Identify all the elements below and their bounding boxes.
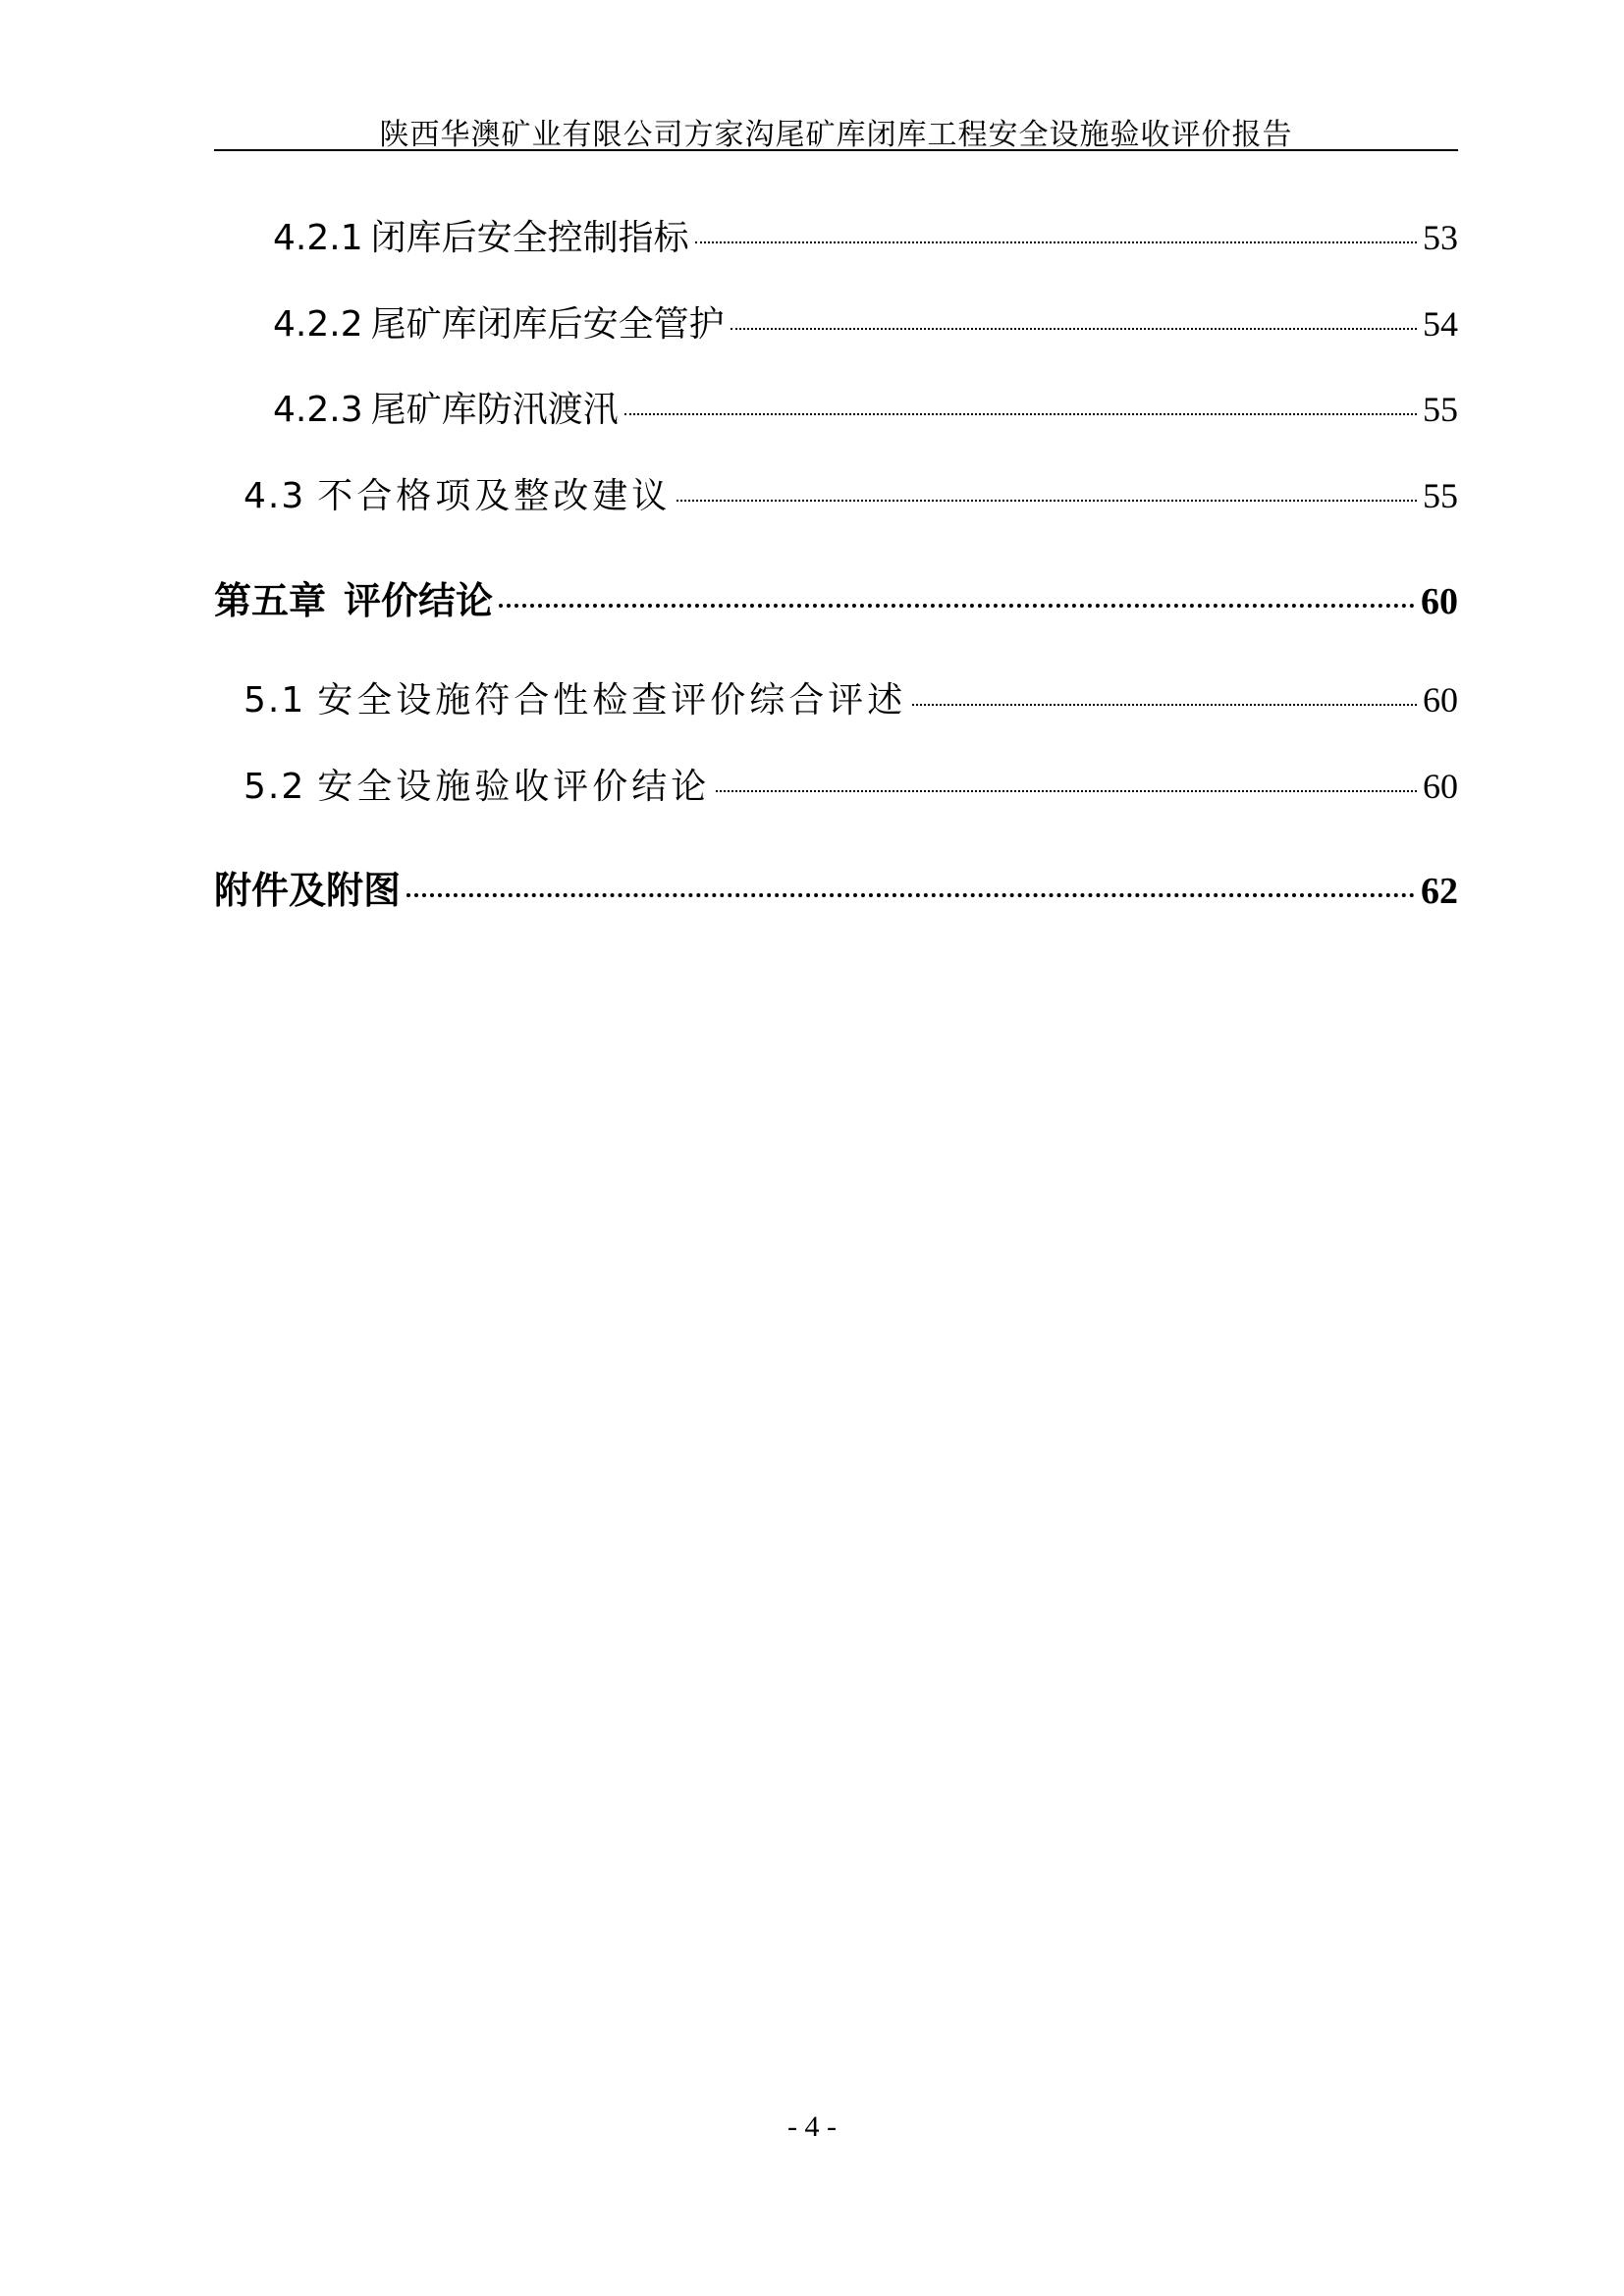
- toc-dot-leader: [716, 790, 1417, 792]
- toc-entry-4-2-3[interactable]: [273, 382, 1458, 432]
- toc-entry-page: 60: [1423, 680, 1458, 720]
- toc-entry-number: 5.2: [244, 767, 306, 807]
- toc-entry-page: 62: [1421, 871, 1458, 912]
- toc-entry-page: 60: [1421, 581, 1458, 622]
- toc-dot-leader: [406, 893, 1415, 897]
- toc-entry-number: 第五章: [214, 579, 327, 622]
- toc-dot-leader: [695, 241, 1417, 243]
- toc-entry-page: 55: [1423, 476, 1458, 515]
- toc-entry-title: 安全设施验收评价结论: [317, 767, 711, 807]
- toc-dot-leader: [912, 704, 1417, 706]
- toc-dot-leader: [677, 500, 1417, 502]
- toc-entry-page: 55: [1423, 390, 1458, 429]
- toc-entry-chapter-5[interactable]: [214, 570, 1458, 624]
- toc-entry-title: 不合格项及整改建议: [317, 476, 672, 516]
- toc-entry-4-2-1[interactable]: [273, 210, 1458, 260]
- toc-entry-number: 4.3: [244, 476, 306, 516]
- document-header-title: 陕西华澳矿业有限公司方家沟尾矿库闭库工程安全设施验收评价报告: [379, 118, 1293, 152]
- toc-entry-appendix[interactable]: [214, 860, 1458, 914]
- toc-entry-number: 4.2.3: [273, 390, 363, 430]
- toc-entry-page: 54: [1423, 304, 1458, 344]
- toc-entry-number: 4.2.1: [273, 218, 363, 258]
- header-divider: [214, 149, 1458, 151]
- page-number: - 4 -: [787, 2110, 837, 2143]
- toc-entry-title: 评价结论: [344, 579, 494, 622]
- toc-entry-5-2[interactable]: [244, 759, 1458, 809]
- toc-entry-title: 安全设施符合性检查评价综合评述: [317, 680, 907, 721]
- toc-entry-page: 53: [1423, 218, 1458, 257]
- toc-entry-page: 60: [1423, 767, 1458, 806]
- toc-entry-number: 5.1: [244, 680, 306, 721]
- toc-dot-leader: [731, 328, 1417, 330]
- toc-entry-title: 附件及附图: [214, 869, 402, 912]
- toc-entry-number: 4.2.2: [273, 304, 363, 345]
- toc-dot-leader: [499, 604, 1415, 608]
- toc-entry-5-1[interactable]: [244, 672, 1458, 722]
- toc-entry-title: 尾矿库闭库后安全管护: [370, 304, 725, 345]
- toc-dot-leader: [624, 413, 1417, 415]
- toc-entry-4-3[interactable]: [244, 468, 1458, 518]
- toc-entry-title: 闭库后安全控制指标: [370, 218, 689, 258]
- toc-entry-4-2-2[interactable]: [273, 296, 1458, 347]
- toc-entry-title: 尾矿库防汛渡汛: [370, 390, 619, 430]
